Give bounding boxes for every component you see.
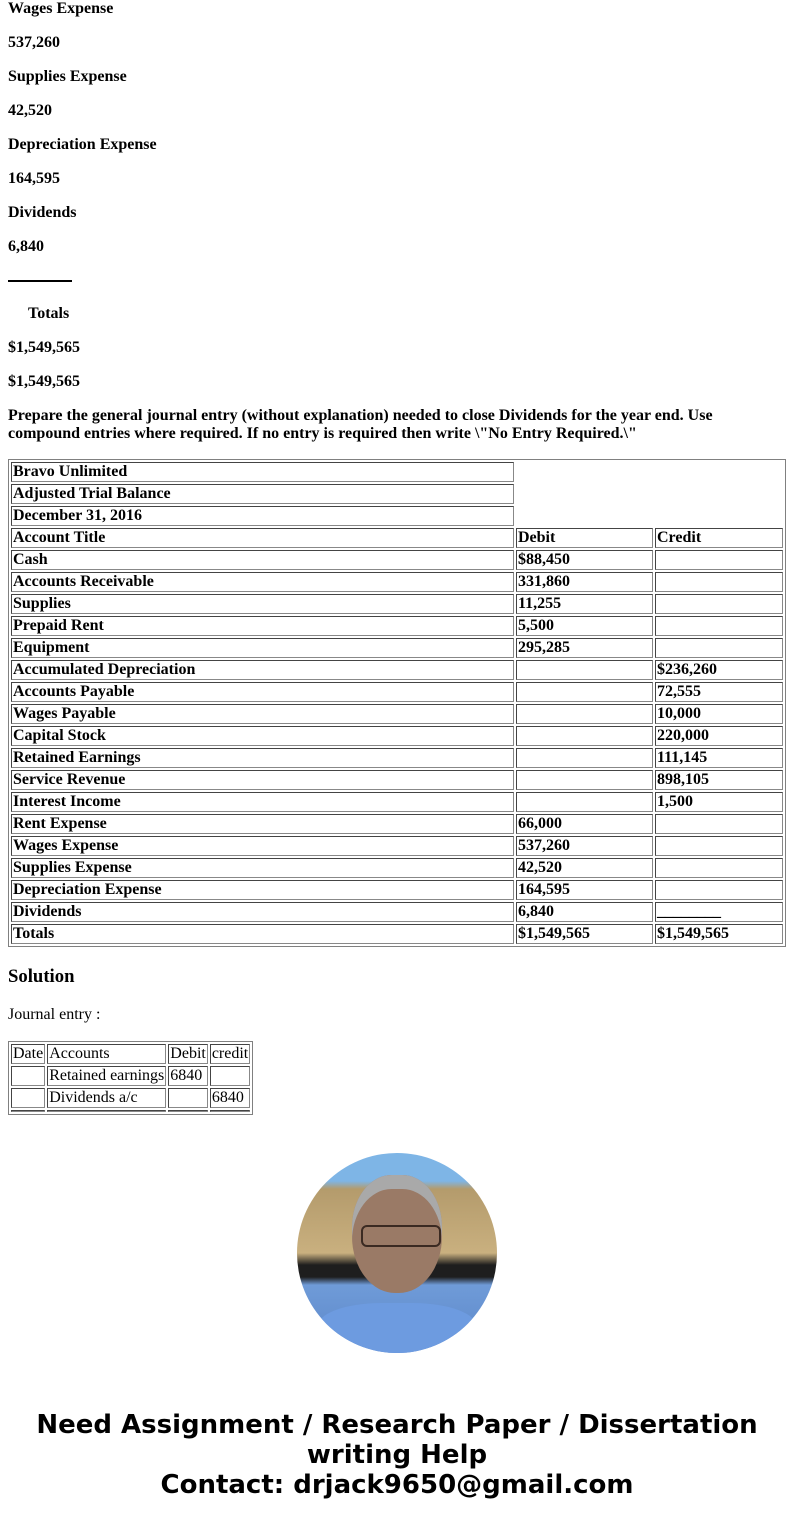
header-accounts: Accounts	[47, 1044, 166, 1064]
header-date: Date	[13, 1045, 44, 1062]
account-name: Supplies Expense	[8, 68, 127, 85]
account-cell: Depreciation Expense	[11, 880, 514, 900]
account-value: 6,840	[8, 238, 44, 255]
credit-cell	[655, 594, 783, 614]
header-account-title: Account Title	[11, 528, 514, 548]
underline-rule	[8, 272, 786, 305]
promo-banner	[8, 1410, 786, 1500]
account-value: 164,595	[8, 170, 60, 187]
promo-line-2: writing Help	[306, 1440, 488, 1470]
debit-cell: 6,840	[516, 902, 653, 922]
account-name: Wages Expense	[8, 0, 114, 17]
header-blank	[516, 462, 783, 526]
table-row	[11, 594, 783, 614]
account-name: Depreciation Expense	[8, 136, 157, 153]
account-value: 537,260	[8, 34, 60, 51]
debit-cell: 66,000	[516, 814, 653, 834]
account-cell: Cash	[11, 550, 514, 570]
account-cell: Prepaid Rent	[11, 616, 514, 636]
debit-cell	[516, 770, 653, 790]
promo-line-1: Need Assignment / Research Paper / Dissertation	[36, 1410, 758, 1440]
table-row	[11, 660, 783, 680]
empty-cell	[210, 1110, 250, 1112]
debit-cell: 331,860	[516, 572, 653, 592]
totals-row	[11, 924, 783, 944]
account-cell: Accounts Payable	[11, 682, 514, 702]
account-cell: Wages Payable	[11, 704, 514, 724]
account-cell: Retained Earnings	[11, 748, 514, 768]
debit-cell: 11,255	[516, 594, 653, 614]
statement-title: Adjusted Trial Balance	[11, 484, 514, 504]
table-row	[11, 726, 783, 746]
journal-row	[11, 1088, 250, 1108]
company-row	[11, 462, 783, 482]
credit-cell	[655, 550, 783, 570]
credit-cell	[655, 572, 783, 592]
totals-debit: $1,549,565	[8, 339, 80, 356]
credit-cell	[210, 1066, 250, 1086]
totals-credit: $1,549,565	[8, 373, 80, 390]
account-cell: Supplies	[11, 594, 514, 614]
debit-cell	[516, 748, 653, 768]
table-row	[11, 836, 783, 856]
table-row	[11, 616, 783, 636]
totals-debit: $1,549,565	[516, 924, 653, 944]
account-cell: Interest Income	[11, 792, 514, 812]
account-cell: Capital Stock	[11, 726, 514, 746]
account-cell: Accounts Receivable	[11, 572, 514, 592]
credit-cell	[655, 616, 783, 636]
table-row	[11, 770, 783, 790]
journal-entry-table	[8, 1041, 253, 1115]
account-cell: Supplies Expense	[11, 858, 514, 878]
credit-cell: 898,105	[655, 770, 783, 790]
table-row	[11, 792, 783, 812]
debit-cell: 295,285	[516, 638, 653, 658]
account-cell: Accumulated Depreciation	[11, 660, 514, 680]
credit-cell	[655, 814, 783, 834]
totals-label: Totals	[11, 924, 514, 944]
debit-cell: 42,520	[516, 858, 653, 878]
table-row	[11, 704, 783, 724]
credit-cell	[655, 638, 783, 658]
credit-cell: $236,260	[655, 660, 783, 680]
credit-cell: 6840	[210, 1088, 250, 1108]
account-value: 42,520	[8, 102, 52, 119]
promo-contact: Contact: drjack9650@gmail.com	[160, 1470, 634, 1500]
totals-credit: $1,549,565	[655, 924, 783, 944]
empty-cell	[168, 1110, 208, 1112]
credit-cell	[655, 836, 783, 856]
account-name: Dividends	[8, 204, 77, 221]
table-row	[11, 858, 783, 878]
account-cell: Dividends	[11, 902, 514, 922]
header-credit: Credit	[655, 528, 783, 548]
author-photo-container	[8, 1153, 786, 1358]
header-debit: Debit	[516, 528, 653, 548]
credit-cell: ________	[655, 902, 783, 922]
debit-cell	[516, 660, 653, 680]
question-text: Prepare the general journal entry (without explanation) needed to close Dividends for the year end. Use compound entries where required. If no entry is required then write \"No Entry Required.\"	[8, 407, 713, 442]
table-row	[11, 638, 783, 658]
account-cell: Dividends a/c	[47, 1088, 166, 1108]
debit-cell	[516, 704, 653, 724]
journal-entry-label: Journal entry :	[8, 1006, 101, 1023]
solution-heading: Solution	[8, 966, 75, 987]
credit-cell: 10,000	[655, 704, 783, 724]
table-row	[11, 682, 783, 702]
statement-date: December 31, 2016	[11, 506, 514, 526]
avatar-shirt-shape	[317, 1303, 477, 1353]
empty-cell	[47, 1110, 166, 1112]
journal-row	[11, 1066, 250, 1086]
table-row	[11, 748, 783, 768]
debit-cell: 537,260	[516, 836, 653, 856]
credit-cell: 220,000	[655, 726, 783, 746]
debit-cell: 6840	[168, 1066, 208, 1086]
debit-cell	[516, 682, 653, 702]
trial-balance-table	[8, 459, 786, 947]
column-header-row	[11, 528, 783, 548]
table-row	[11, 880, 783, 900]
journal-empty-row	[11, 1110, 250, 1112]
empty-cell	[11, 1110, 45, 1112]
credit-cell: 72,555	[655, 682, 783, 702]
credit-cell	[655, 858, 783, 878]
debit-cell: $88,450	[516, 550, 653, 570]
top-account-list	[8, 0, 786, 391]
table-row	[11, 902, 783, 922]
header-debit: Debit	[170, 1045, 206, 1062]
table-row	[11, 814, 783, 834]
table-row	[11, 572, 783, 592]
date-cell	[11, 1088, 45, 1108]
account-cell: Rent Expense	[11, 814, 514, 834]
debit-cell	[516, 726, 653, 746]
date-cell	[11, 1066, 45, 1086]
credit-cell	[655, 880, 783, 900]
avatar-glasses-shape	[361, 1225, 441, 1247]
account-cell: Retained earnings	[49, 1067, 165, 1084]
credit-cell: 111,145	[655, 748, 783, 768]
header-credit: credit	[211, 1045, 249, 1062]
debit-cell: 164,595	[516, 880, 653, 900]
journal-header-row	[11, 1044, 250, 1064]
author-avatar	[297, 1153, 497, 1353]
account-cell: Equipment	[11, 638, 514, 658]
totals-label: Totals	[28, 305, 70, 322]
table-row	[11, 550, 783, 570]
credit-cell: 1,500	[655, 792, 783, 812]
debit-cell	[168, 1088, 208, 1108]
debit-cell	[516, 792, 653, 812]
debit-cell: 5,500	[516, 616, 653, 636]
account-cell: Service Revenue	[11, 770, 514, 790]
rule-divider	[8, 280, 72, 282]
account-cell: Wages Expense	[11, 836, 514, 856]
company-name: Bravo Unlimited	[11, 462, 514, 482]
